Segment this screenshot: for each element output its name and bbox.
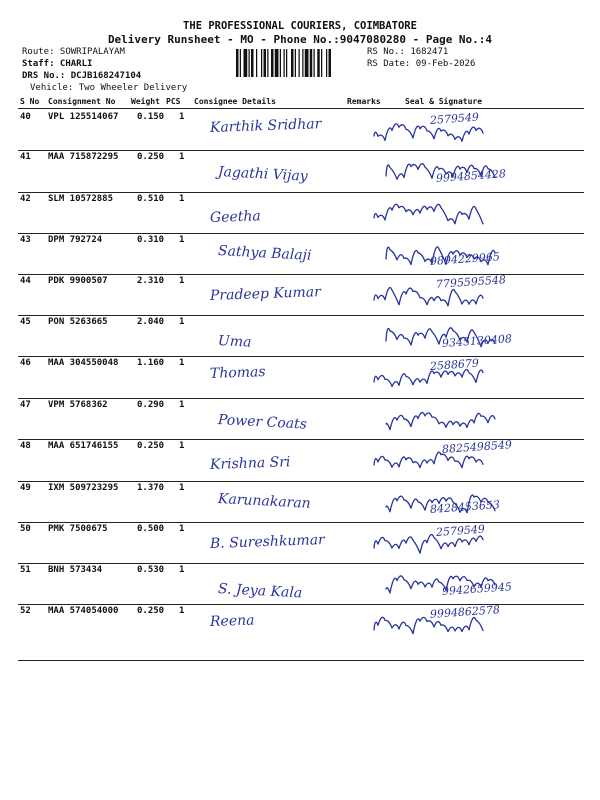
handwritten-phone: 2579549	[429, 110, 480, 127]
row-weight: 0.500	[137, 524, 165, 534]
row-pcs: 1	[179, 441, 185, 451]
handwritten-consignee-name: Power Coats	[217, 412, 308, 433]
handwritten-phone: 7795595548	[435, 273, 507, 291]
signature-scribble	[372, 118, 492, 148]
row-divider	[18, 522, 584, 523]
row-weight: 1.160	[137, 358, 165, 368]
barcode-bar	[280, 49, 281, 77]
signature-scribble	[372, 282, 492, 312]
row-weight: 0.250	[137, 441, 165, 451]
row-consignment-no: PON 5263665	[48, 317, 108, 327]
row-weight: 1.370	[137, 483, 165, 493]
handwritten-phone: 9994854428	[435, 167, 507, 185]
row-pcs: 1	[179, 276, 185, 286]
handwritten-consignee-name: Pradeep Kumar	[209, 284, 322, 304]
barcode-bar	[236, 49, 239, 77]
handwritten-consignee-name: Karunakaran	[217, 491, 312, 512]
signature-scribble	[384, 323, 504, 353]
row-sno: 40	[20, 112, 31, 122]
row-consignment-no: MAA 715872295	[48, 152, 119, 162]
barcode-bar	[240, 49, 241, 77]
row-weight: 2.310	[137, 276, 165, 286]
row-weight: 0.290	[137, 400, 165, 410]
row-consignment-no: VPL 125514067	[48, 112, 119, 122]
col-weight: Weight	[131, 97, 160, 106]
header-divider	[18, 108, 584, 109]
signature-scribble	[384, 241, 504, 271]
row-sno: 42	[20, 194, 31, 204]
col-pcs: PCS	[166, 97, 181, 106]
handwritten-consignee-name: Jagathi Vijay	[217, 164, 309, 185]
row-divider	[18, 150, 584, 151]
barcode-bar	[256, 49, 257, 77]
barcode-bar	[302, 49, 303, 77]
row-sno: 41	[20, 152, 31, 162]
barcode-bar	[317, 49, 320, 77]
barcode-bar	[299, 49, 300, 77]
signature-scribble	[384, 406, 504, 436]
barcode-bar	[249, 49, 250, 77]
signature-scribble	[372, 447, 492, 477]
handwritten-phone: 9994862578	[429, 603, 501, 621]
row-divider	[18, 660, 584, 661]
row-weight: 0.250	[137, 152, 165, 162]
barcode-bar	[295, 49, 296, 77]
row-weight: 0.530	[137, 565, 165, 575]
handwritten-phone: 2579549	[435, 522, 486, 539]
row-pcs: 1	[179, 524, 185, 534]
handwritten-phone: 8825498549	[441, 438, 513, 456]
handwritten-consignee-name: Sathya Balaji	[217, 243, 312, 264]
rs-number: RS No.: 1682471	[367, 47, 449, 57]
staff-label: Staff: CHARLI	[22, 59, 93, 69]
signature-scribble	[384, 571, 504, 601]
row-divider	[18, 356, 584, 357]
row-sno: 51	[20, 565, 31, 575]
barcode-bar	[286, 49, 287, 77]
row-sno: 52	[20, 606, 31, 616]
col-remarks: Remarks	[347, 97, 381, 106]
row-consignment-no: MAA 574054000	[48, 606, 119, 616]
row-pcs: 1	[179, 483, 185, 493]
handwritten-consignee-name: S. Jeya Kala	[217, 581, 303, 602]
row-sno: 45	[20, 317, 31, 327]
barcode-bar	[271, 49, 274, 77]
row-weight: 0.310	[137, 235, 165, 245]
row-weight: 2.040	[137, 317, 165, 327]
handwritten-consignee-name: Krishna Sri	[209, 454, 291, 473]
barcode-bar	[261, 49, 262, 77]
barcode-bar	[244, 49, 248, 77]
handwritten-consignee-name: Geetha	[209, 208, 261, 226]
col-consignee: Consignee Details	[194, 97, 276, 106]
row-divider	[18, 481, 584, 482]
signature-scribble	[372, 364, 492, 394]
barcode-bar	[267, 49, 268, 77]
rs-date: RS Date: 09-Feb-2026	[367, 59, 476, 69]
barcode-bar	[275, 49, 279, 77]
row-sno: 50	[20, 524, 31, 534]
row-pcs: 1	[179, 112, 185, 122]
row-weight: 0.150	[137, 112, 165, 122]
col-consignment: Consignment No	[48, 97, 116, 106]
row-divider	[18, 563, 584, 564]
barcode-bar	[314, 49, 315, 77]
handwritten-phone: 8428453653	[429, 498, 501, 516]
row-consignment-no: BNH 573434	[48, 565, 103, 575]
row-sno: 49	[20, 483, 31, 493]
drs-number: DRS No.: DCJB168247104	[22, 71, 142, 81]
handwritten-phone: 2588679	[429, 356, 480, 373]
row-divider	[18, 315, 584, 316]
col-seal-signature: Seal & Signature	[405, 97, 483, 106]
handwritten-phone: 9345130408	[441, 332, 513, 350]
row-pcs: 1	[179, 606, 185, 616]
handwritten-consignee-name: Reena	[209, 612, 255, 630]
route-label: Route: SOWRIPALAYAM	[22, 47, 125, 57]
row-pcs: 1	[179, 317, 185, 327]
barcode-bar	[251, 49, 254, 77]
barcode-bar	[321, 49, 322, 77]
row-consignment-no: VPM 5768362	[48, 400, 108, 410]
row-consignment-no: MAA 651746155	[48, 441, 119, 451]
row-sno: 43	[20, 235, 31, 245]
handwritten-consignee-name: Uma	[217, 333, 252, 351]
barcode-bar	[305, 49, 309, 77]
row-consignment-no: PMK 7500675	[48, 524, 108, 534]
row-consignment-no: DPM 792724	[48, 235, 103, 245]
signature-scribble	[372, 530, 492, 560]
row-pcs: 1	[179, 194, 185, 204]
vehicle-label: Vehicle: Two Wheeler Delivery	[30, 83, 188, 93]
signature-scribble	[372, 200, 492, 230]
row-divider	[18, 233, 584, 234]
row-consignment-no: IXM 509723295	[48, 483, 119, 493]
page-subtitle: Delivery Runsheet - MO - Phone No.:9047080280 - Page No.:4	[107, 33, 493, 46]
barcode-bar	[326, 49, 327, 77]
row-sno: 44	[20, 276, 31, 286]
barcode-bar	[284, 49, 285, 77]
barcode-bar	[310, 49, 313, 77]
row-pcs: 1	[179, 358, 185, 368]
barcode-bar	[291, 49, 294, 77]
handwritten-consignee-name: B. Sureshkumar	[209, 531, 326, 552]
row-pcs: 1	[179, 400, 185, 410]
row-pcs: 1	[179, 235, 185, 245]
signature-scribble	[372, 612, 492, 642]
barcode	[236, 49, 364, 77]
row-sno: 47	[20, 400, 31, 410]
col-sno: S No	[20, 97, 40, 106]
row-consignment-no: MAA 304550048	[48, 358, 119, 368]
row-consignment-no: SLM 10572885	[48, 194, 114, 204]
row-pcs: 1	[179, 152, 185, 162]
row-sno: 46	[20, 358, 31, 368]
barcode-bar	[329, 49, 332, 77]
signature-scribble	[384, 489, 504, 519]
barcode-bar	[264, 49, 267, 77]
row-divider	[18, 398, 584, 399]
row-sno: 48	[20, 441, 31, 451]
row-weight: 0.250	[137, 606, 165, 616]
row-weight: 0.510	[137, 194, 165, 204]
page-title: THE PROFESSIONAL COURIERS, COIMBATORE	[183, 20, 417, 32]
row-pcs: 1	[179, 565, 185, 575]
row-divider	[18, 192, 584, 193]
handwritten-phone: 9894229965	[429, 250, 501, 268]
handwritten-consignee-name: Thomas	[209, 364, 266, 382]
handwritten-consignee-name: Karthik Sridhar	[209, 116, 322, 136]
handwritten-phone: 9942659945	[441, 580, 513, 598]
signature-scribble	[384, 158, 504, 188]
row-consignment-no: PDK 9900507	[48, 276, 108, 286]
